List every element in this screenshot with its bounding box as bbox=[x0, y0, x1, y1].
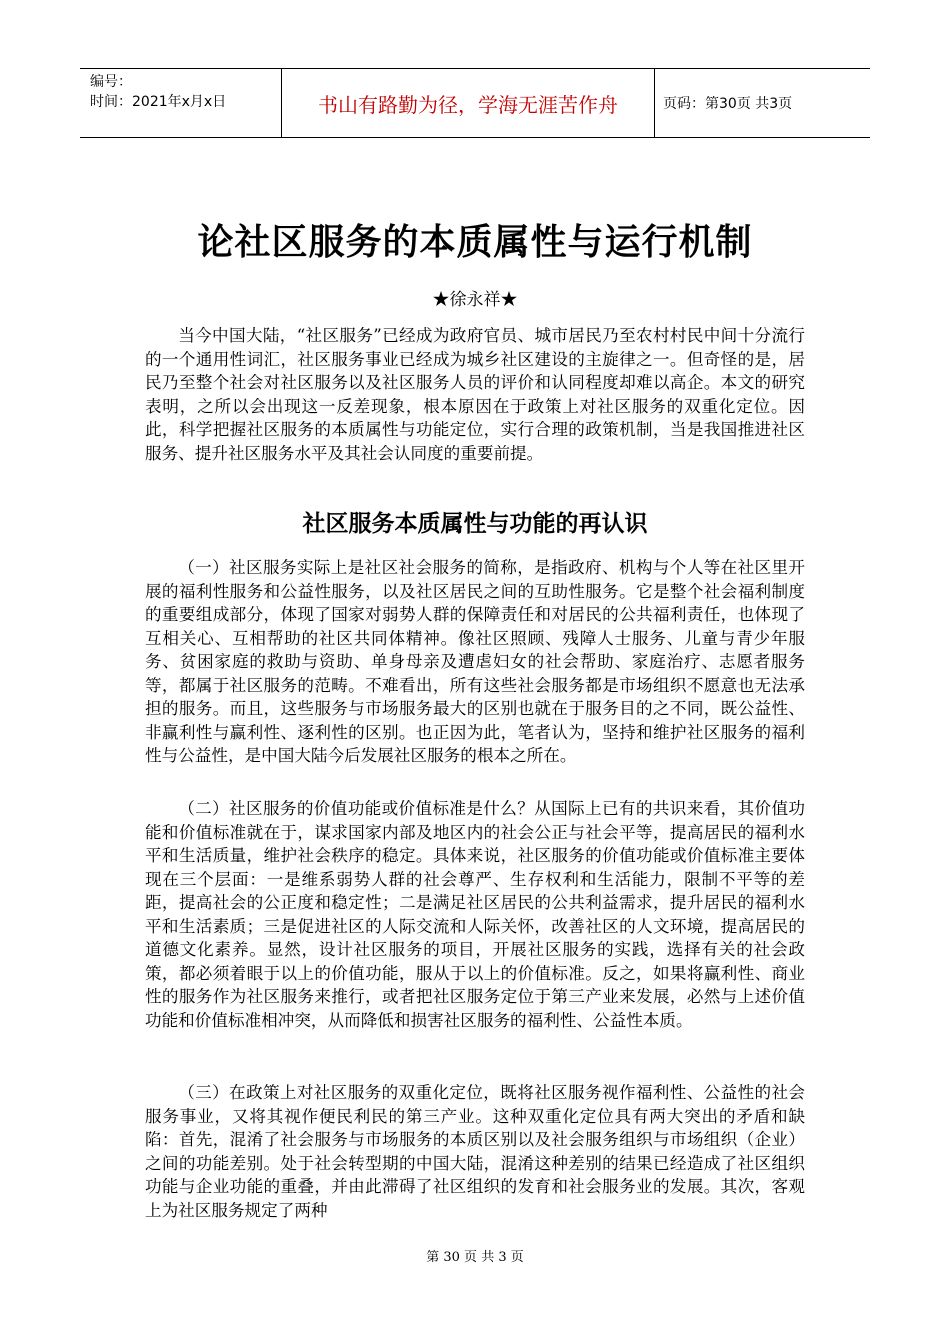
section-heading: 社区服务本质属性与功能的再认识 bbox=[302, 510, 648, 537]
header-motto: 书山有路勤为径，学海无涯苦作舟 bbox=[282, 69, 655, 137]
page-header bbox=[80, 68, 870, 138]
document-title: 论社区服务的本质属性与运行机制 bbox=[197, 222, 753, 263]
page-footer: 第 30 页 共 3 页 bbox=[426, 1250, 524, 1265]
document-author: ★徐永祥★ bbox=[432, 290, 518, 310]
header-meta bbox=[80, 69, 282, 137]
body-paragraph-2: （二）社区服务的价值功能或价值标准是什么？从国际上已有的共识来看，其价值功能和价值标准就在于，谋求国家内部及地区内的社会公正与社会平等，提高居民的福利水平和生活质量，维护社会秩序的稳定。具体来说，社区服务的价值功能或价值标准主要体现在三个层面：一是维系弱势人群的社会尊严、生存权利和生活能力，限制不平等的差距，提高社会的公正度和稳定性；二是满足社区居民的公共利益需求，提升居民的福利水平和生活素质；三是促进社区的人际交流和人际关怀，改善社区的人文环境，提高居民的道德文化素养。显然，设计社区服务的项目，开展社区服务的实践，选择有关的社会政策，都必须着眼于以上的价值功能，服从于以上的价值标准。反之，如果将赢利性、商业性的服务作为社区服务来推行，或者把社区服务定位于第三产业来发展，必然与上述价值功能和价值标准相冲突，从而降低和损害社区服务的福利性、公益性本质。 bbox=[145, 799, 805, 1030]
header-page-info: 页码：第30页 共3页 bbox=[663, 96, 793, 112]
document-number-label: 编号： bbox=[90, 74, 132, 90]
document-time-label: 时间：2021年x月x日 bbox=[90, 94, 227, 110]
intro-paragraph: 当今中国大陆，“社区服务”已经成为政府官员、城市居民乃至农村村民中间十分流行的一个通用性词汇，社区服务事业已经成为城乡社区建设的主旋律之一。但奇怪的是，居民乃至整个社会对社区服务以及社区服务人员的评价和认同程度却难以高企。本文的研究表明，之所以会出现这一反差现象，根本原因在于政策上对社区服务的双重化定位。因此，科学把握社区服务的本质属性与功能定位，实行合理的政策机制，当是我国推进社区服务、提升社区服务水平及其社会认同度的重要前提。 bbox=[145, 326, 805, 463]
body-paragraph-3: （三）在政策上对社区服务的双重化定位，既将社区服务视作福利性、公益性的社会服务事业，又将其视作便民利民的第三产业。这种双重化定位具有两大突出的矛盾和缺陷：首先，混淆了社会服务与市场服务的本质区别以及社会服务组织与市场组织（企业）之间的功能差别。处于社会转型期的中国大陆，混淆这种差别的结果已经造成了社区组织功能与企业功能的重叠，并由此滞碍了社区组织的发育和社会服务业的发展。其次，客观上为社区服务规定了两种 bbox=[145, 1083, 805, 1220]
body-paragraph-1: （一）社区服务实际上是社区社会服务的简称，是指政府、机构与个人等在社区里开展的福利性服务和公益性服务，以及社区居民之间的互助性服务。它是整个社会福利制度的重要组成部分，体现了国家对弱势人群的保障责任和对居民的公共福利责任，也体现了互相关心、互相帮助的社区共同体精神。像社区照顾、残障人士服务、儿童与青少年服务、贫困家庭的救助与资助、单身母亲及遭虐妇女的社会帮助、家庭治疗、志愿者服务等，都属于社区服务的范畴。不难看出，所有这些社会服务都是市场组织不愿意也无法承担的服务。而且，这些服务与市场服务最大的区别也就在于服务目的之不同，既公益性、非赢利性与赢利性、逐利性的区别。也正因为此，笔者认为，坚持和维护社区服务的福利性与公益性，是中国大陆今后发展社区服务的根本之所在。 bbox=[145, 558, 805, 765]
